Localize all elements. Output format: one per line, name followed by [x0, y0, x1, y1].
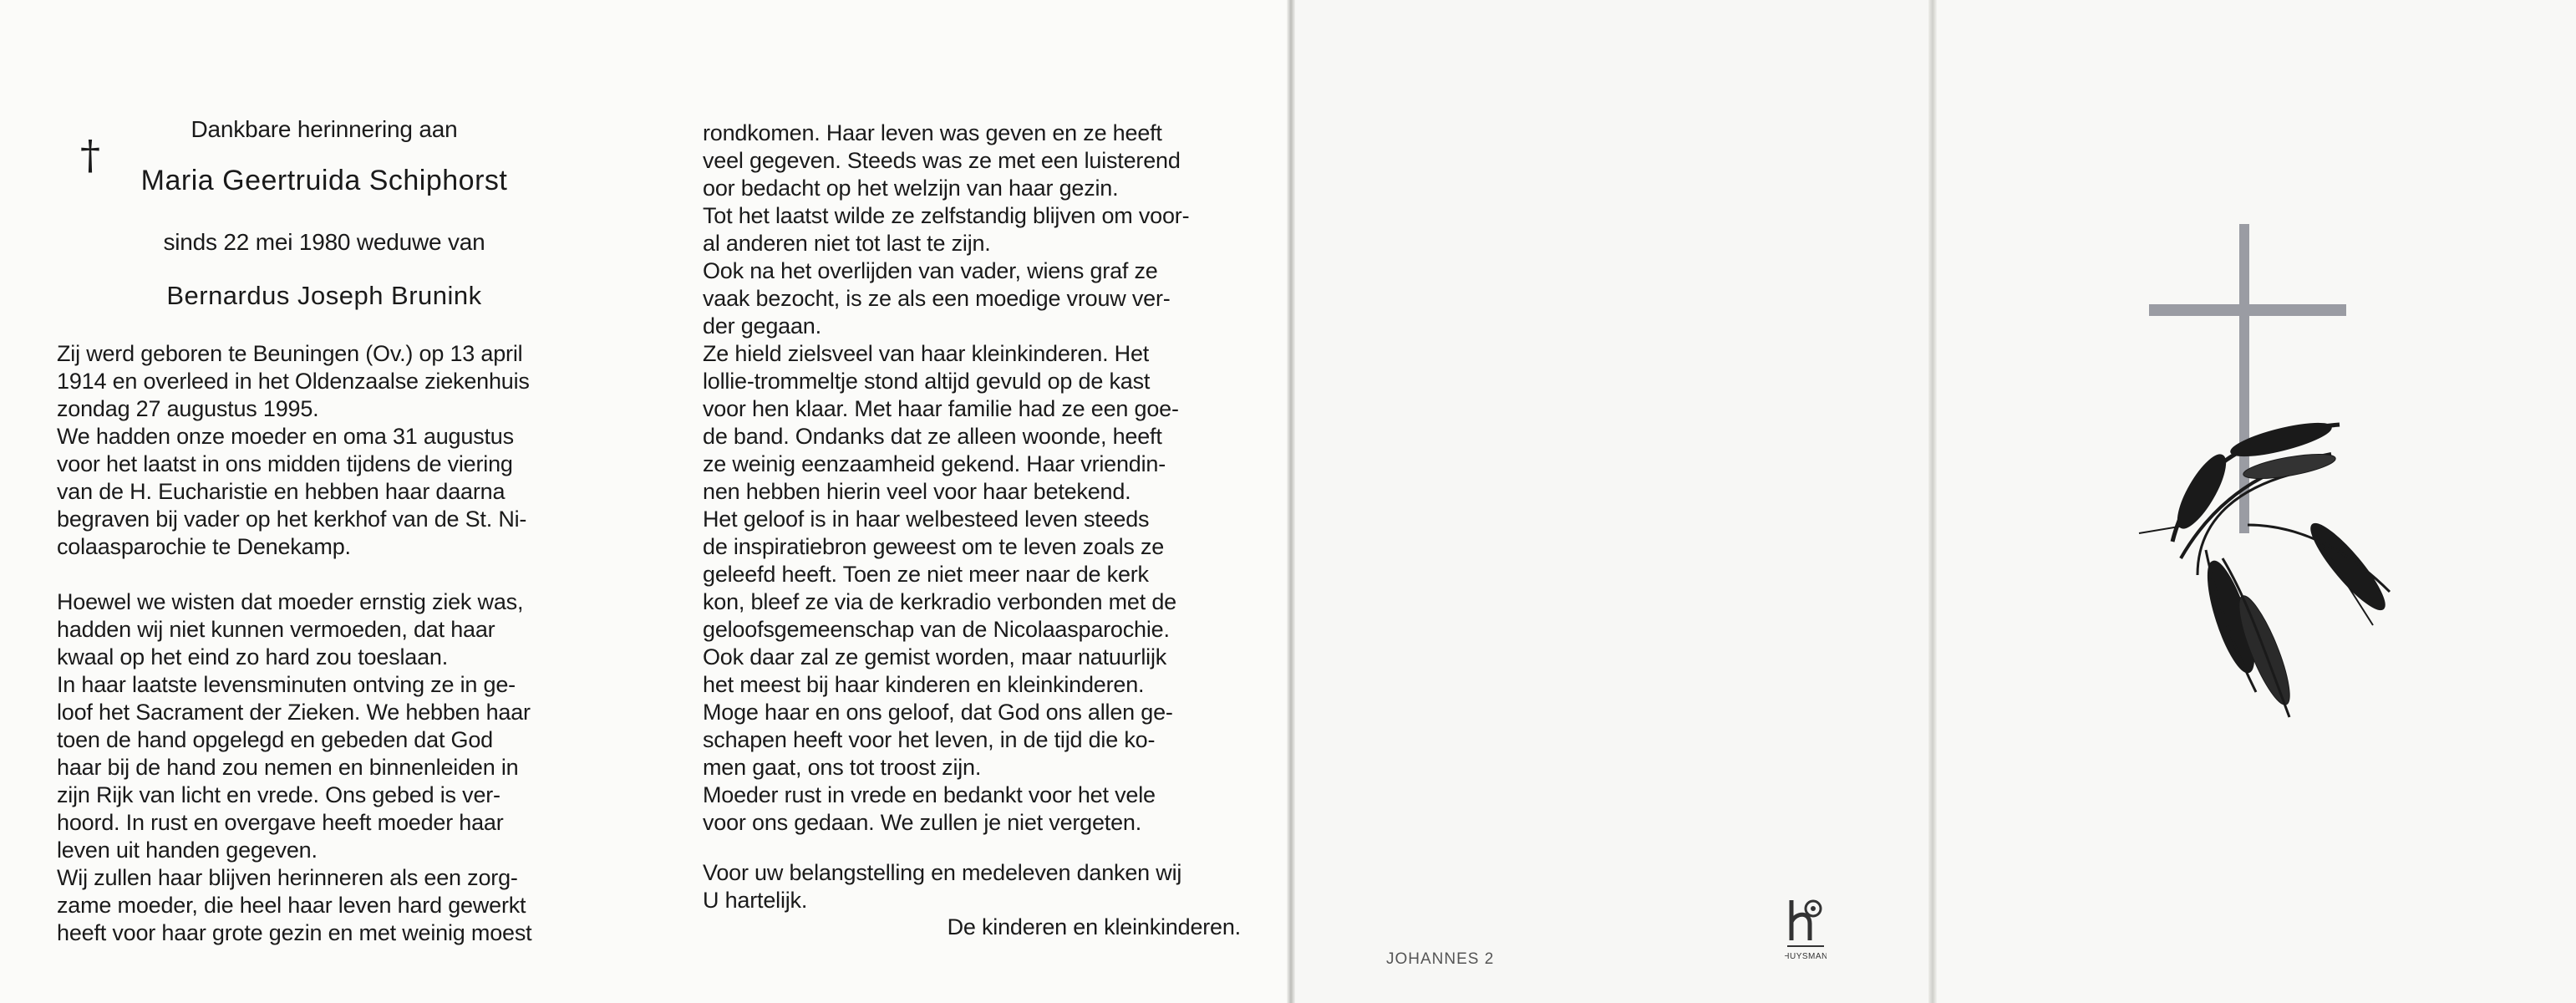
- life-line: Ook na het overlijden van vader, wiens graf ze: [703, 258, 1158, 283]
- remembrance-line: leven uit handen gegeven.: [57, 838, 318, 863]
- life-line: vaak bezocht, is ze als een moedige vrouw ver-: [703, 286, 1171, 311]
- remembrance-line: heeft voor haar grote gezin en met weinig moest: [57, 920, 532, 945]
- cross-symbol: †: [80, 132, 100, 179]
- remembrance-line: hoord. In rust en overgave heeft moeder haar: [57, 810, 504, 835]
- biography-line: van de H. Eucharistie en hebben haar daarna: [57, 479, 506, 504]
- life-line: veel gegeven. Steeds was ze met een luisterend: [703, 148, 1181, 173]
- life-line: der gegaan.: [703, 313, 821, 339]
- biography-line: We hadden onze moeder en oma 31 augustus: [57, 424, 514, 449]
- life-line: voor hen klaar. Met haar familie had ze een goe-: [703, 396, 1179, 421]
- life-line: de inspiratiebron geweest om te leven zoals ze: [703, 534, 1165, 559]
- life-line: geleefd heeft. Toen ze niet meer naar de kerk: [703, 562, 1149, 587]
- paragraph-thanks: [703, 859, 1241, 914]
- widow-line: sinds 22 mei 1980 weduwe van: [163, 229, 485, 255]
- intro-heading: Dankbare herinnering aan: [191, 116, 458, 142]
- thanks-line: Voor uw belangstelling en medeleven danken wij: [703, 860, 1182, 885]
- deceased-name: Maria Geertruida Schiphorst: [140, 165, 508, 196]
- life-line: oor bedacht op het welzijn van haar gezin.: [703, 176, 1119, 201]
- printer-logo: [1785, 897, 1827, 969]
- life-line: nen hebben hierin veel voor haar betekend.: [703, 479, 1131, 504]
- life-line: rondkomen. Haar leven was geven en ze heeft: [703, 120, 1162, 145]
- cross-with-wheat-illustration: [2122, 224, 2406, 776]
- life-line: Het geloof is in haar welbesteed leven steeds: [703, 507, 1150, 532]
- printer-logo-icon: [1785, 897, 1827, 969]
- biography-line: begraven bij vader op het kerkhof van de St. Ni-: [57, 507, 527, 532]
- life-line: Moeder rust in vrede en bedankt voor het vele: [703, 782, 1156, 807]
- wheat-sheaf-icon: [2139, 416, 2394, 717]
- remembrance-line: kwaal op het eind zo hard zou toeslaan.: [57, 644, 449, 670]
- cross-horizontal-beam: [2149, 304, 2346, 316]
- paragraph-life: [703, 120, 1241, 837]
- printer-logo-text: HUYSMAN: [1785, 952, 1827, 961]
- life-line: Ze hield zielsveel van haar kleinkinderen. Het: [703, 341, 1150, 366]
- spouse-name: Bernardus Joseph Brunink: [166, 281, 482, 310]
- life-line: Tot het laatst wilde ze zelfstandig blijven om voor-: [703, 203, 1190, 228]
- life-line: geloofsgemeenschap van de Nicolaasparochie.: [703, 617, 1170, 642]
- life-line: de band. Ondanks dat ze alleen woonde, heeft: [703, 424, 1162, 449]
- card-model-caption: JOHANNES 2: [1386, 950, 1495, 968]
- paragraph-biography: [57, 340, 592, 561]
- remembrance-line: haar bij de hand zou nemen en binnenleiden in: [57, 755, 519, 780]
- remembrance-line: loof het Sacrament der Zieken. We hebben haar: [57, 700, 531, 725]
- biography-line: Zij werd geboren te Beuningen (Ov.) op 13 april: [57, 341, 523, 366]
- life-line: het meest bij haar kinderen en kleinkinderen.: [703, 672, 1145, 697]
- remembrance-line: hadden wij niet kunnen vermoeden, dat haar: [57, 617, 495, 642]
- fold-crease-right: [1928, 0, 1937, 1003]
- signature-line: De kinderen en kleinkinderen.: [947, 914, 1241, 939]
- remembrance-line: Hoewel we wisten dat moeder ernstig ziek was,: [57, 589, 524, 614]
- biography-line: colaasparochie te Denekamp.: [57, 534, 351, 559]
- life-line: ze weinig eenzaamheid gekend. Haar vriendin-: [703, 451, 1166, 476]
- life-line: lollie-trommeltje stond altijd gevuld op de kast: [703, 369, 1151, 394]
- remembrance-line: zijn Rijk van licht en vrede. Ons gebed is ver-: [57, 782, 500, 807]
- biography-line: 1914 en overleed in het Oldenzaalse ziekenhuis: [57, 369, 530, 394]
- thanks-line: U hartelijk.: [703, 888, 808, 913]
- biography-line: voor het laatst in ons midden tijdens de viering: [57, 451, 513, 476]
- life-line: voor ons gedaan. We zullen je niet vergeten.: [703, 810, 1142, 835]
- biography-line: zondag 27 augustus 1995.: [57, 396, 319, 421]
- life-line: schapen heeft voor het leven, in de tijd die ko-: [703, 727, 1156, 752]
- life-line: al anderen niet tot last te zijn.: [703, 231, 991, 256]
- fold-crease-left: [1287, 0, 1295, 1003]
- remembrance-line: zame moeder, die heel haar leven hard gewerkt: [57, 893, 526, 918]
- life-line: Moge haar en ons geloof, dat God ons allen ge-: [703, 700, 1173, 725]
- paragraph-remembrance: [57, 588, 592, 947]
- remembrance-line: Wij zullen haar blijven herinneren als een zorg-: [57, 865, 518, 890]
- remembrance-line: toen de hand opgelegd en gebeden dat God: [57, 727, 493, 752]
- remembrance-line: In haar laatste levensminuten ontving ze in ge-: [57, 672, 516, 697]
- life-line: Ook daar zal ze gemist worden, maar natuurlijk: [703, 644, 1167, 670]
- life-line: kon, bleef ze via de kerkradio verbonden met de: [703, 589, 1176, 614]
- card-back-panel: [1293, 0, 1930, 1003]
- life-line: men gaat, ons tot troost zijn.: [703, 755, 982, 780]
